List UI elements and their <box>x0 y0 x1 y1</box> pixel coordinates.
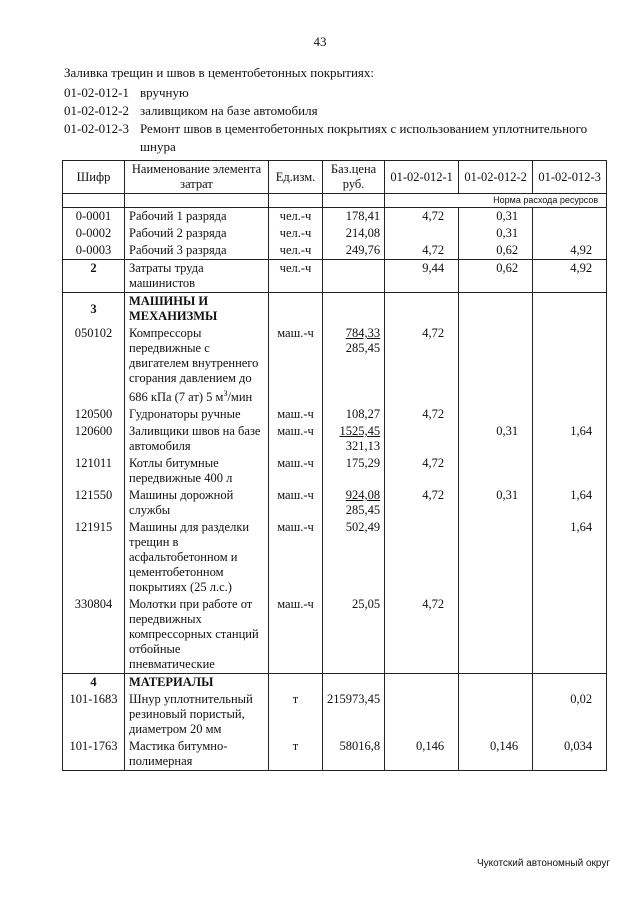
table-header <box>63 161 607 194</box>
code-line <box>64 84 610 102</box>
header-code: Шифр <box>63 161 125 194</box>
code-number: 01-02-012-1 <box>64 85 129 100</box>
table-row: 0-0003 Рабочий 3 разряда чел.-ч 249,76 4,72 0,62 4,92 <box>63 242 607 260</box>
table-row: 101-1763 Мастика битумно-полимерная т 58016,8 0,146 0,146 0,034 <box>63 738 607 771</box>
page-number: 43 <box>313 34 327 49</box>
code-line <box>64 102 610 120</box>
header-col-3: 01-02-012-3 <box>533 161 607 194</box>
section-title: Заливка трещин и швов в цементобетонных покрытиях: <box>64 65 374 80</box>
section-header-machines: 3 МАШИНЫ И МЕХАНИЗМЫ <box>63 293 607 326</box>
code-number: 01-02-012-2 <box>64 103 129 118</box>
header-col-2: 01-02-012-2 <box>459 161 533 194</box>
resource-table <box>62 160 607 771</box>
code-number: 01-02-012-3 <box>64 121 129 136</box>
code-description: Ремонт швов в цементобетонных покрытиях с использованием уплотнительного шнура <box>140 121 588 154</box>
region-footer: Чукотский автономный округ <box>476 858 610 869</box>
table-row: 120500 Гудронаторы ручные маш.-ч 108,27 4,72 <box>63 406 607 423</box>
table-row: 121550 Машины дорожной службы маш.-ч 924,08 285,45 4,72 0,31 1,64 <box>63 487 607 519</box>
table-row: 120600 Заливщики швов на базе автомобиля маш.-ч 1525,45 321,13 0,31 1,64 <box>63 423 607 455</box>
header-price: Баз.цена руб. <box>323 161 385 194</box>
table-row: 121011 Котлы битумные передвижные 400 л маш.-ч 175,29 4,72 <box>63 455 607 487</box>
norma-row <box>63 194 607 208</box>
table-row: 101-1683 Шнур уплотнительный резиновый пористый, диаметром 20 мм т 215973,45 0,02 <box>63 691 607 738</box>
table-row: 121915 Машины для разделки трещин в асфальтобетонном и цементобетонном покрытиях (25 л.с.) маш.-ч 502,49 1,64 <box>63 519 607 596</box>
labor-row: 2 Затраты труда машинистов чел.-ч 9,44 0,62 4,92 <box>63 260 607 293</box>
table-row: 0-0001 Рабочий 1 разряда чел.-ч 178,41 4,72 0,31 <box>63 208 607 226</box>
header-name: Наименование элемента затрат <box>125 161 269 194</box>
code-description: вручную <box>140 85 189 100</box>
header-col-1: 01-02-012-1 <box>385 161 459 194</box>
code-description: заливщиком на базе автомобиля <box>140 103 318 118</box>
intro-block <box>64 64 610 156</box>
norma-label: Норма расхода ресурсов <box>385 194 607 208</box>
table-row: 050102 Компрессоры передвижные с двигателем внутреннего сгорания давлением до 686 кПа (7 ат) 5 $м^3$/мин маш.-ч 784,33 285,45 4,72 <box>63 325 607 406</box>
table-row: 0-0002 Рабочий 2 разряда чел.-ч 214,08 0,31 <box>63 225 607 242</box>
header-unit: Ед.изм. <box>269 161 323 194</box>
code-line <box>64 120 610 156</box>
section-header-materials: 4 МАТЕРИАЛЫ <box>63 674 607 692</box>
table-row: 330804 Молотки при работе от передвижных компрессорных станций отбойные пневматические маш.-ч 25,05 4,72 <box>63 596 607 674</box>
